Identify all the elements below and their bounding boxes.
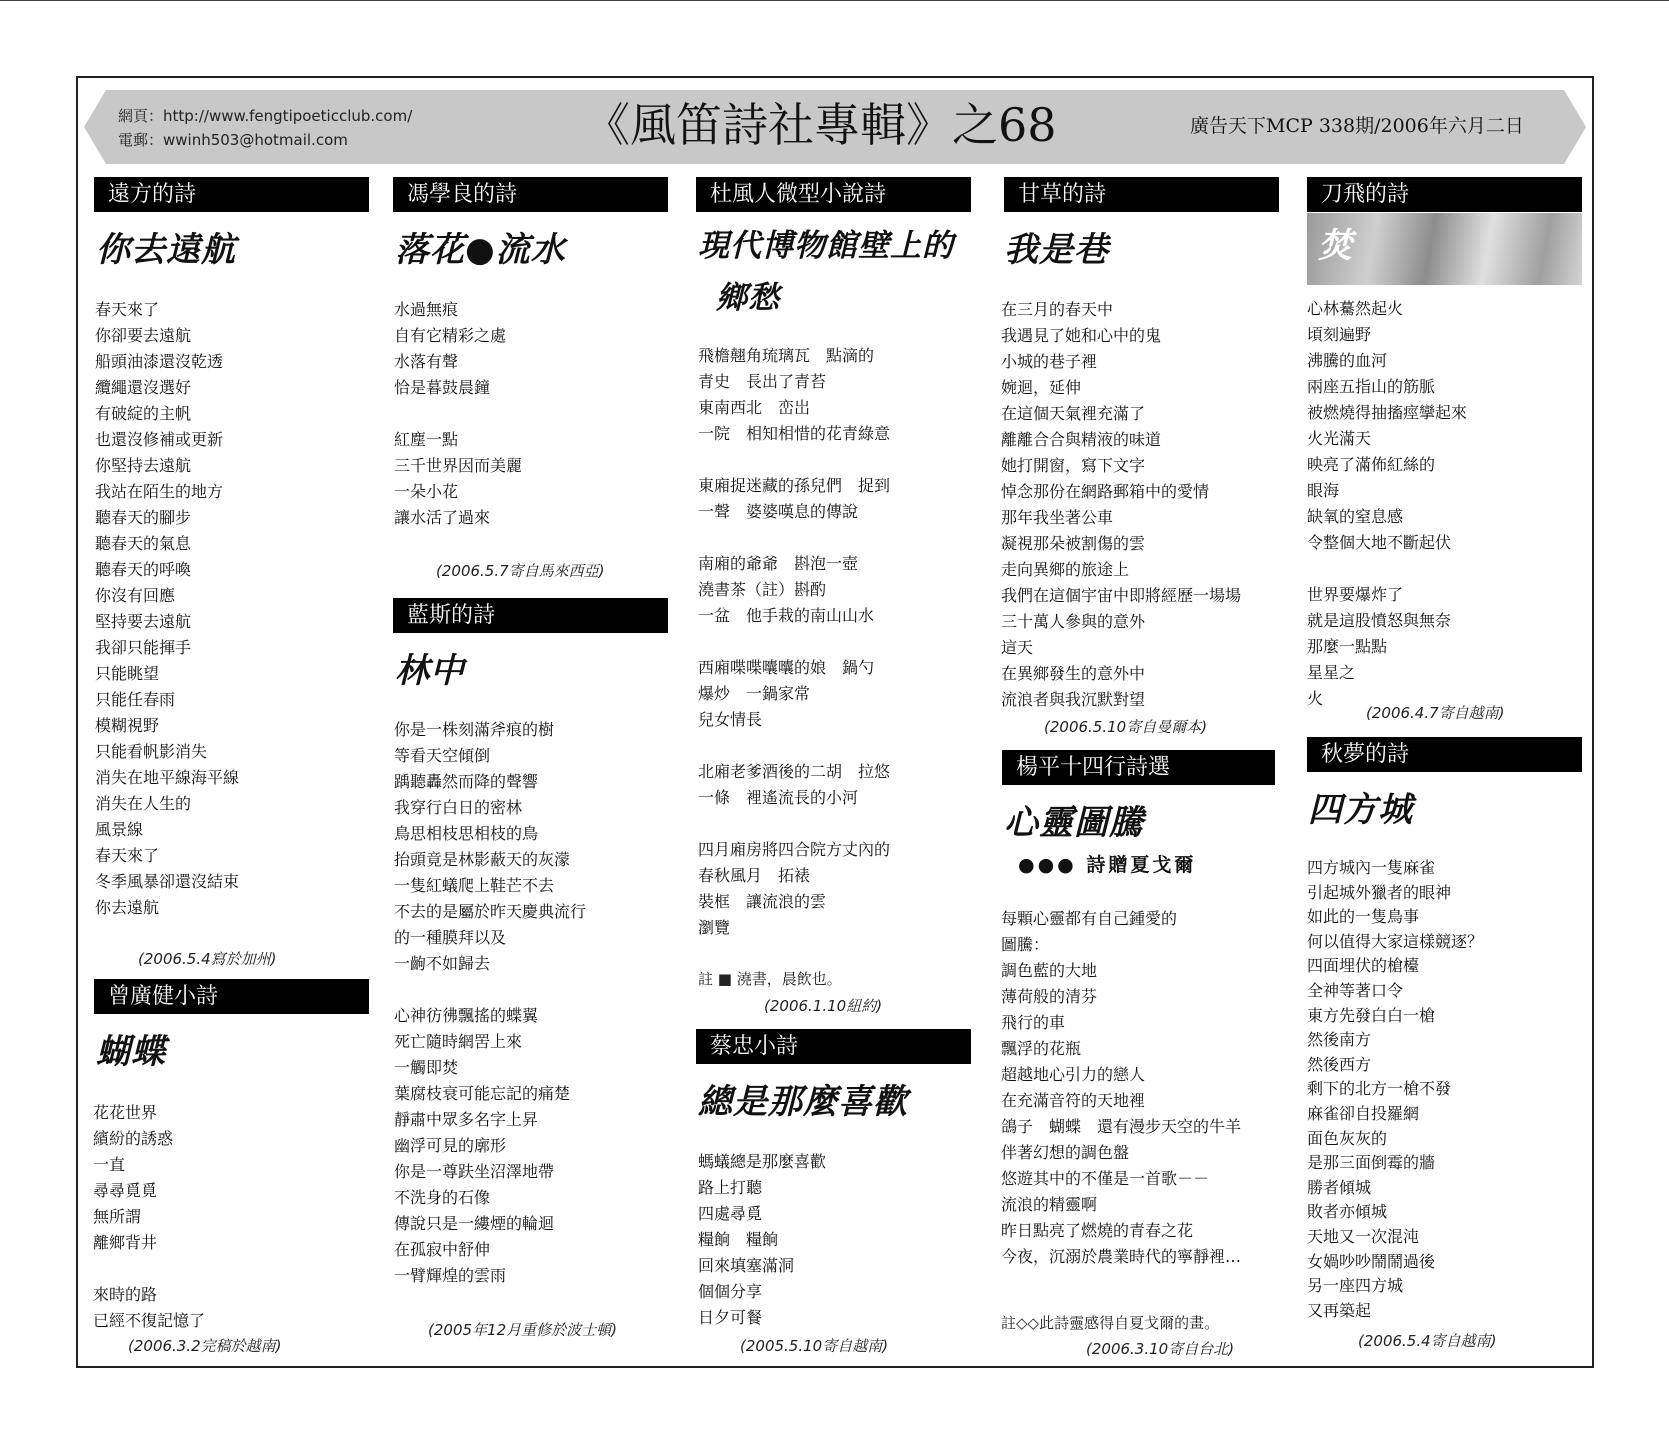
poem-line: 只能看帆影消失 [95, 742, 208, 761]
poem-line: 消失在人生的 [95, 794, 192, 813]
poem-line: 只能任春雨 [95, 690, 176, 709]
section-header: 秋夢的詩 [1307, 737, 1582, 772]
poem-line: 模糊視野 [95, 716, 160, 735]
section-header: 蔡忠小詩 [696, 1029, 971, 1064]
poem-line: 飛檐翹角琉璃瓦 點滴的 [698, 346, 875, 365]
poem-note: (2006.5.7寄自馬來西亞) [436, 562, 605, 580]
poem-line: 就是這股憤怒與無奈 [1307, 611, 1452, 630]
poem-title: 落花●流水 [395, 230, 566, 270]
poem-line: 如此的一隻鳥事 [1307, 907, 1420, 927]
section-header: 曾廣健小詩 [94, 979, 369, 1014]
poem-line: 春秋風月 拓裱 [698, 866, 811, 885]
poem-line: 敗者亦傾城 [1307, 1202, 1388, 1222]
poem-line: 頃刻遍野 [1307, 325, 1372, 344]
poem-line: 無所謂 [93, 1207, 142, 1226]
poem-note: (2006.5.4寫於加州) [138, 950, 277, 968]
email-text: 電郵：wwinh503@hotmail.com [118, 131, 348, 149]
poem-line: 死亡隨時網罟上來 [394, 1032, 523, 1051]
poem-line: 船頭油漆還沒乾透 [95, 352, 224, 371]
poem-line: 三十萬人參與的意外 [1001, 612, 1146, 631]
poem-line: 你卻要去遠航 [95, 326, 192, 345]
poem-line: 沸騰的血河 [1307, 351, 1388, 370]
poem-line: 調色藍的大地 [1001, 961, 1098, 980]
poem-line: 聽春天的腳步 [95, 508, 192, 527]
poem-line: 全神等著口令 [1307, 980, 1404, 1000]
poem-line: 離鄉背井 [93, 1233, 158, 1252]
poem-body [95, 297, 239, 921]
poem-note: (2006.5.10寄自曼爾本) [1044, 718, 1208, 736]
poem-line: 四面埋伏的槍檯 [1307, 956, 1420, 976]
poem-line: 被燃燒得抽搐痙攣起來 [1307, 403, 1468, 422]
poem-line: 堅持要去遠航 [95, 612, 192, 631]
poem-line: 回來填塞滿洞 [698, 1256, 795, 1275]
section-header: 刀飛的詩 [1307, 177, 1582, 212]
poem-line: 只能眺望 [95, 664, 160, 683]
poem-line: 不去的是屬於昨天慶典流行 [394, 902, 587, 921]
poem-line: 你去遠航 [95, 898, 160, 917]
poem-line: 飄浮的花瓶 [1001, 1039, 1082, 1058]
poem-line: 這天 [1001, 638, 1034, 657]
poem-line: 流浪者與我沉默對望 [1001, 690, 1146, 709]
poem-line: 來時的路 [93, 1285, 158, 1304]
poem-line: 在充滿音符的天地裡 [1001, 1091, 1146, 1110]
poem-line: 離離合合與精液的味道 [1001, 430, 1162, 449]
poem-line: 聽春天的呼喚 [95, 560, 192, 579]
poem-line: 令整個大地不斷起伏 [1307, 533, 1452, 552]
poem-line: 火 [1307, 689, 1324, 708]
poem-title: 心靈圖騰 [1004, 803, 1144, 843]
poem-line: 你是一株刻滿斧痕的樹 [394, 720, 555, 739]
poem-line: 繽紛的誘惑 [93, 1129, 174, 1148]
poem-line: 那年我坐著公車 [1001, 508, 1114, 527]
poem-line: 踽聽轟然而降的聲響 [394, 772, 539, 791]
poem-line: 世界要爆炸了 [1307, 585, 1404, 604]
poem-line [394, 977, 586, 1003]
poem-line: 春天來了 [95, 846, 160, 865]
poem-line: 尋尋覓覓 [93, 1181, 158, 1200]
poem-title: 總是那麼喜歡 [698, 1082, 908, 1122]
poem-subtitle: ●●● 詩贈夏戈爾 [1018, 854, 1197, 876]
poem-line [698, 447, 890, 473]
poem-line: 四月廂房將四合院方丈內的 [698, 840, 891, 859]
section-header: 遠方的詩 [94, 177, 369, 212]
poem-line: 的一種膜拜以及 [394, 928, 507, 947]
poem-footnote: 註◇◇此詩靈感得自夏戈爾的畫。 [1001, 1314, 1220, 1332]
poem-line: 我穿行白日的密林 [394, 798, 523, 817]
poem-line: 春天來了 [95, 300, 160, 319]
poem-note: (2006.3.2完稿於越南) [128, 1337, 282, 1355]
poem-note: (2006.5.4寄自越南) [1358, 1332, 1497, 1350]
page-title: 《風笛詩社專輯》之68 [584, 98, 1057, 152]
poem-line: 我站在陌生的地方 [95, 482, 224, 501]
poem-line: 一盆 他手栽的南山山水 [698, 606, 875, 625]
poem-line: 在孤寂中舒伸 [394, 1240, 491, 1259]
poem-line: 葉腐枝衰可能忘記的痛楚 [394, 1084, 571, 1103]
poem-line: 在這個天氣裡充滿了 [1001, 404, 1146, 423]
poem-line: 一臂輝煌的雲雨 [394, 1266, 507, 1285]
poem-line: 一齣不如歸去 [394, 954, 491, 973]
poem-line: 心林驀然起火 [1307, 299, 1404, 318]
poem-line: 另一座四方城 [1307, 1276, 1404, 1296]
poem-body [394, 297, 522, 531]
poem-line: 風景線 [95, 820, 144, 839]
poem-line: 瀏覽 [698, 918, 731, 937]
poem-body [1001, 906, 1241, 1270]
poem-line: 已經不復記憶了 [93, 1311, 206, 1330]
poem-line: 東方先發白白一槍 [1307, 1005, 1436, 1025]
poem-line: 超越地心引力的戀人 [1001, 1065, 1146, 1084]
poem-note: (2006.4.7寄自越南) [1366, 704, 1505, 722]
poem-line: 也還沒修補或更新 [95, 430, 224, 449]
poem-line: 澆書茶（註）斟酌 [698, 580, 827, 599]
poem-title: 現代博物館壁上的 [698, 228, 954, 264]
poem-line: 星星之 [1307, 663, 1356, 682]
poem-line: 一隻紅蟻爬上鞋芒不去 [394, 876, 555, 895]
poem-note: (2006.1.10紐約) [764, 997, 883, 1015]
poem-line: 一觸即焚 [394, 1058, 459, 1077]
poem-line: 抬頭竟是林影蔽天的灰濛 [394, 850, 571, 869]
poem-line: 靜肅中眾多名字上昇 [394, 1110, 539, 1129]
poem-line: 西廂喋喋囔囔的娘 鍋勺 [698, 658, 875, 677]
poem-line: 恰是暮鼓晨鐘 [394, 378, 491, 397]
poem-title: 蝴蝶 [96, 1032, 166, 1072]
poem-line: 東南西北 峦岀 [698, 398, 811, 417]
poem-line: 麻雀卻自投羅網 [1307, 1103, 1420, 1123]
poem-line: 面色灰灰的 [1307, 1128, 1388, 1148]
section-header: 馮學良的詩 [393, 177, 668, 212]
poem-body [1307, 856, 1483, 1323]
poem-line: 我遇見了她和心中的鬼 [1001, 326, 1162, 345]
poem-line: 婉迴，延伸 [1001, 378, 1082, 397]
poem-title: 我是巷 [1004, 230, 1109, 270]
poem-line: 路上打聽 [698, 1178, 763, 1197]
poem-line: 纜繩還沒選好 [95, 378, 192, 397]
poem-line [93, 1256, 205, 1282]
poem-line: 讓水活了過來 [394, 508, 491, 527]
poem-line: 小城的巷子裡 [1001, 352, 1098, 371]
poem-line: 不洗身的石像 [394, 1188, 491, 1207]
poem-line [698, 733, 890, 759]
poem-line: 北廂老爹酒後的二胡 拉悠 [698, 762, 891, 781]
poem-line: 花花世界 [93, 1103, 158, 1122]
poem-title: 焚 [1318, 226, 1352, 266]
poem-line: 有破綻的主帆 [95, 404, 192, 423]
poem-line: 螞蟻總是那麼喜歡 [698, 1152, 827, 1171]
section-header: 楊平十四行詩選 [1002, 750, 1275, 785]
poem-line: 每顆心靈都有自己鍾愛的 [1001, 909, 1178, 928]
poem-line: 兩座五指山的筋脈 [1307, 377, 1436, 396]
poem-line: 缺氧的窒息感 [1307, 507, 1404, 526]
section-header: 甘草的詩 [1004, 177, 1279, 212]
poem-line: 一朵小花 [394, 482, 459, 501]
section-header: 藍斯的詩 [393, 598, 668, 633]
poem-line: 糧餉 糧餉 [698, 1230, 779, 1249]
issue-info: 廣告天下MCP 338期/2006年六月二日 [1190, 115, 1524, 137]
poem-line: 等看天空傾倒 [394, 746, 491, 765]
poem-line [1307, 556, 1467, 582]
poem-line: 流浪的精靈啊 [1001, 1195, 1098, 1214]
poem-line: 火光滿天 [1307, 429, 1372, 448]
poem-line: 凝視那朵被割傷的雲 [1001, 534, 1146, 553]
poem-line: 剩下的北方一槍不發 [1307, 1079, 1452, 1099]
poem-line [698, 629, 890, 655]
poem-line: 她打開窗，寫下文字 [1001, 456, 1146, 475]
poem-line: 個個分享 [698, 1282, 763, 1301]
poem-line: 爆炒 一鍋家常 [698, 684, 811, 703]
poem-line: 聽春天的氣息 [95, 534, 192, 553]
poem-line: 四處尋覓 [698, 1204, 763, 1223]
poem-body [394, 717, 586, 1289]
website-text: 網頁：http://www.fengtipoeticclub.com/ [118, 107, 413, 125]
poem-line: 我們在這個宇宙中即將經歷一場場 [1001, 586, 1242, 605]
poem-title: 你去遠航 [96, 230, 236, 270]
poem-line: 傳說只是一縷煙的輪迴 [394, 1214, 555, 1233]
poem-line: 伴著幻想的調色盤 [1001, 1143, 1130, 1162]
poem-line: 映亮了滿佈紅絲的 [1307, 455, 1436, 474]
poem-line: 你沒有回應 [95, 586, 176, 605]
poem-line: 何以值得大家這樣競逐？ [1307, 931, 1484, 951]
poem-line: 紅塵一點 [394, 430, 459, 449]
poem-line: 你堅持去遠航 [95, 456, 192, 475]
poem-line: 女媧吵吵鬧鬧過後 [1307, 1251, 1436, 1271]
poem-line: 四方城內一隻麻雀 [1307, 858, 1436, 877]
poem-line: 引起城外獵者的眼神 [1307, 882, 1452, 902]
section-header: 杜風人微型小說詩 [696, 177, 971, 212]
poem-line: 悠遊其中的不僅是一首歌－－ [1001, 1169, 1210, 1188]
contact-info [118, 104, 412, 152]
poem-note: (2005年12月重修於波士頓) [428, 1321, 617, 1339]
poem-line: 是那三面倒霉的牆 [1307, 1153, 1436, 1173]
poem-line: 在異鄉發生的意外中 [1001, 664, 1146, 683]
poem-note: (2005.5.10寄自越南) [740, 1337, 889, 1355]
poem-line: 你是一尊趺坐沼澤地帶 [394, 1162, 555, 1181]
poem-line: 青史 長出了青苔 [698, 372, 827, 391]
poem-body [698, 1149, 826, 1331]
poem-line: 一院 相知相惜的花青綠意 [698, 424, 891, 443]
poem-line: 勝者傾城 [1307, 1177, 1372, 1197]
poem-line: 東廂捉迷藏的孫兒們 捉到 [698, 476, 891, 495]
poem-line [698, 525, 890, 551]
poem-body [1307, 296, 1467, 712]
poem-line: 昨日點亮了燃燒的青春之花 [1001, 1221, 1194, 1240]
poem-line: 飛行的車 [1001, 1013, 1066, 1032]
poem-line: 鳥思相枝思相枝的鳥 [394, 824, 539, 843]
poem-title-line2: 鄉愁 [716, 280, 780, 316]
poem-line: 幽浮可見的廓形 [394, 1136, 507, 1155]
poem-note: (2006.3.10寄自台北) [1086, 1340, 1235, 1358]
poem-title: 四方城 [1308, 790, 1413, 830]
poem-line: 裝框 讓流浪的雲 [698, 892, 827, 911]
poem-line: 南廂的爺爺 斟泡一壺 [698, 554, 859, 573]
poem-body [93, 1100, 205, 1334]
poem-line: 水過無痕 [394, 300, 459, 319]
poem-body [698, 343, 890, 941]
poem-line: 一聲 婆婆嘆息的傳說 [698, 502, 859, 521]
poem-line: 自有它精彩之處 [394, 326, 507, 345]
poem-body [1001, 297, 1241, 713]
poem-line: 天地又一次混沌 [1307, 1226, 1420, 1246]
poem-title: 林中 [395, 651, 465, 691]
poem-line: 圖騰： [1001, 935, 1050, 954]
poem-line [698, 811, 890, 837]
poem-line: 鴿子 蝴蝶 還有漫步天空的牛羊 [1001, 1117, 1242, 1136]
poem-line: 一條 裡遙流長的小河 [698, 788, 859, 807]
poem-line: 又再築起 [1307, 1300, 1372, 1320]
poem-line: 心神彷彿飄搖的蝶翼 [394, 1006, 539, 1025]
poem-line: 冬季風暴卻還沒結束 [95, 872, 240, 891]
poem-line [394, 401, 522, 427]
poem-line: 一直 [93, 1155, 126, 1174]
poem-line: 兒女情長 [698, 710, 763, 729]
poem-line: 那麼一點點 [1307, 637, 1388, 656]
poem-line: 水落有聲 [394, 352, 459, 371]
top-rule [0, 0, 1669, 1]
poem-line: 眼海 [1307, 481, 1340, 500]
poem-line: 今夜，沉溺於農業時代的寧靜裡… [1001, 1247, 1242, 1266]
poem-line: 消失在地平線海平線 [95, 768, 240, 787]
poem-line: 日夕可餐 [698, 1308, 763, 1327]
poem-line: 悼念那份在網路郵箱中的愛情 [1001, 482, 1210, 501]
poem-line: 走向異鄉的旅途上 [1001, 560, 1130, 579]
poem-footnote: 註 ■ 澆書，晨飲也。 [698, 970, 842, 988]
poem-line: 我卻只能揮手 [95, 638, 192, 657]
poem-line: 三千世界因而美麗 [394, 456, 523, 475]
poem-line: 薄荷般的清芬 [1001, 987, 1098, 1006]
poem-line: 然後南方 [1307, 1030, 1372, 1050]
poem-line: 然後西方 [1307, 1054, 1372, 1074]
poem-line: 在三月的春天中 [1001, 300, 1114, 319]
